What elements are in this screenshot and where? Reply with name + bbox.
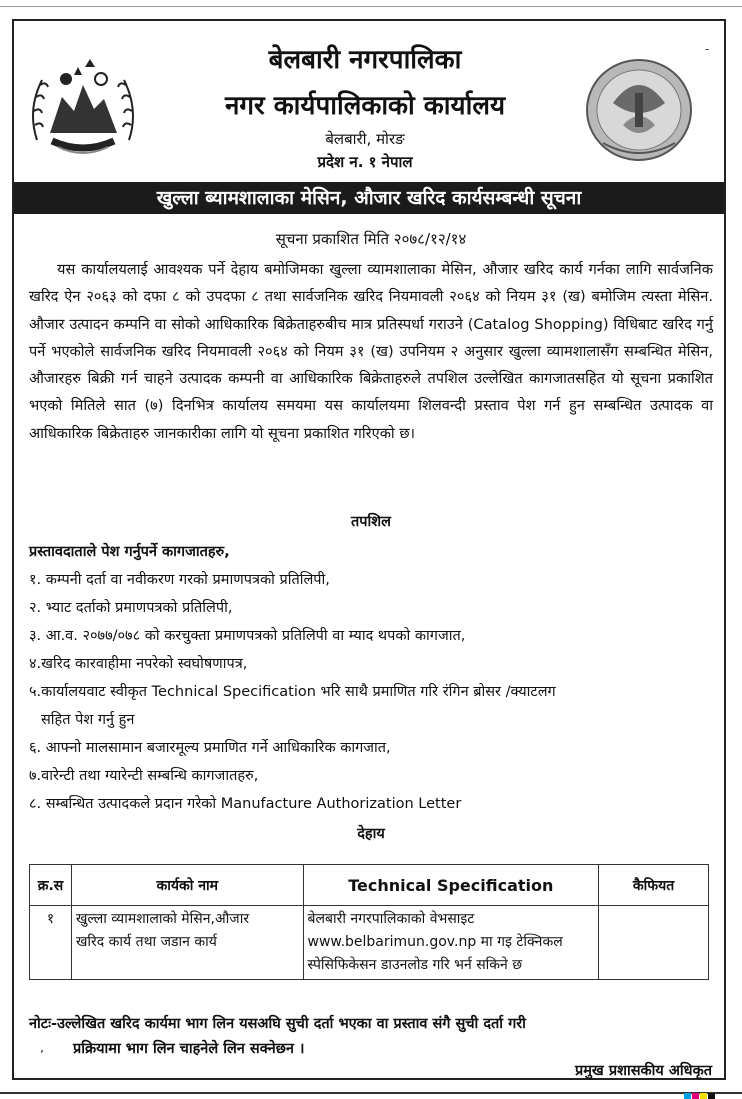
document-item: १. कम्पनी दर्ता वा नवीकरण गरको प्रमाणपत्रको प्रतिलिपी, — [29, 572, 330, 588]
col-header-technical-spec: Technical Specification — [303, 865, 599, 906]
document-item: ५.कार्यालयवाट स्वीकृत Technical Specification भरि साथै प्रमाणित गरि रंगिन ब्रोसर /क्याटलग — [29, 684, 556, 700]
registration-yellow-swatch — [700, 1093, 707, 1099]
municipality-title: बेलबारी नगरपालिका — [268, 45, 462, 75]
document-item: ४.खरिद कारवाहीमा नपरेको स्वघोषणापत्र, — [29, 656, 248, 672]
notice-body — [29, 256, 713, 447]
document-item-continuation: सहित पेश गर्नु हुन — [41, 712, 135, 728]
tapashil-heading: तपशिल — [351, 514, 391, 530]
bottom-rule — [0, 1092, 742, 1094]
nepal-emblem-icon — [22, 55, 144, 165]
notice-body-text: यस कार्यालयलाई आवश्यक पर्ने देहाय बमोजिमका खुल्ला व्यामशालाका मेसिन, औजार खरिद कार्य गर्नका लागि सार्वजनिक खरिद ऐन २०६३ को दफा ८ को उपदफा ८ तथा सार्वजनिक खरिद नियमावली २०६४ को नियम ३१ (ख) बमोजिम त्यस्ता मेसिन. औजार उत्पादन कम्पनि वा सोको आधिकारिक बिक्रेताहरुबीच मात्र प्रतिस्पर्धा गराउने (Catalog Shopping) विधिबाट खरिद गर्नु पर्ने भएकोले सार्वजनिक खरिद नियमावली २०६४ को नियम ३१ (ख) उपनियम २ अनुसार खुल्ला व्यामशालासँग सम्बन्धित मेसिन, औजारहरु बिक्री गर्न चाहने उत्पादक कम्पनी वा आधिकारिक बिक्रेताहरुले तपशिल उल्लेखित कागजातसहित यो सूचना प्रकाशित भएको मितिले सात (७) दिनभित्र कार्यालय समयमा यस कार्यालयमा शिलवन्दी प्रस्ताव पेश गर्न हुन सम्बन्धित उत्पादक वा आधिकारिक बिक्रेताहरु जानकारीका लागि यो सूचना प्रकाशित गरिएको छ। — [29, 261, 713, 442]
signature-title: प्रमुख प्रशासकीय अधिकृत — [575, 1063, 712, 1079]
municipality-seal-icon — [583, 55, 695, 165]
col-header-work-name: कार्यको नाम — [71, 865, 303, 906]
cell-work-name — [71, 906, 303, 980]
note-line: प्रक्रियामा भाग लिन चाहनेले लिन सक्नेछन । — [73, 1041, 305, 1057]
registration-black-swatch — [708, 1093, 715, 1099]
province-line: प्रदेश न. १ नेपाल — [317, 153, 413, 171]
corner-mark: - — [705, 42, 710, 56]
document-item: ८. सम्बन्धित उत्पादकले प्रदान गरेको Manufacture Authorization Letter — [29, 796, 462, 812]
document-item: ६. आफ्नो मालसामान बजारमूल्य प्रमाणित गर्ने आधिकारिक कागजात, — [29, 740, 391, 756]
work-table — [29, 864, 709, 980]
spec-line: स्पेसिफिकेसन डाउनलोड गरि भर्न सकिने छ — [307, 957, 523, 973]
top-rule — [0, 6, 742, 7]
notice-banner: खुल्ला ब्यामशालाका मेसिन, औजार खरिद कार्यसम्बन्धी सूचना — [14, 182, 724, 214]
registration-magenta-swatch — [692, 1093, 699, 1099]
documents-heading: प्रस्तावदाताले पेश गर्नुपर्ने कागजातहरु, — [29, 544, 230, 560]
document-item: ७.वारेन्टी तथा ग्यारेन्टी सम्बन्धि कागजातहरु, — [29, 768, 259, 784]
spec-line: बेलबारी नगरपालिकाको वेभसाइट — [307, 911, 475, 927]
office-title: नगर कार्यपालिकाको कार्यालय — [224, 91, 506, 121]
document-item: ३. आ.व. २०७७/०७८ को करचुक्ता प्रमाणपत्रको प्रतिलिपी वा म्याद थपको कागजात, — [29, 628, 466, 644]
work-name-line: खरिद कार्य तथा जडान कार्य — [75, 934, 217, 950]
note-line: नोटः-उल्लेखित खरिद कार्यमा भाग लिन यसअघि सुची दर्ता भएका वा प्रस्ताव संगै सुची दर्ता गरी — [29, 1016, 526, 1032]
table-header-row — [30, 865, 709, 906]
registration-cyan-swatch — [684, 1093, 691, 1099]
cell-technical-spec — [303, 906, 599, 980]
table-row — [30, 906, 709, 980]
publish-date: सूचना प्रकाशित मिति २०७८/१२/१४ — [275, 230, 467, 248]
document-item: २. भ्याट दर्ताको प्रमाणपत्रको प्रतिलिपी, — [29, 600, 233, 616]
col-header-sn: क्र.स — [30, 865, 72, 906]
cell-remarks — [599, 906, 709, 980]
office-address: बेलबारी, मोरङ — [325, 130, 405, 148]
note-block — [29, 1012, 713, 1062]
stray-mark: ’ — [40, 1048, 44, 1062]
spec-website-line: www.belbarimun.gov.np मा गइ टेक्निकल — [307, 934, 563, 950]
cell-sn: १ — [30, 906, 72, 980]
col-header-remarks: कैफियत — [599, 865, 709, 906]
dehay-heading: देहाय — [357, 826, 385, 842]
work-name-line: खुल्ला व्यामशालाको मेसिन,औजार — [75, 911, 250, 927]
